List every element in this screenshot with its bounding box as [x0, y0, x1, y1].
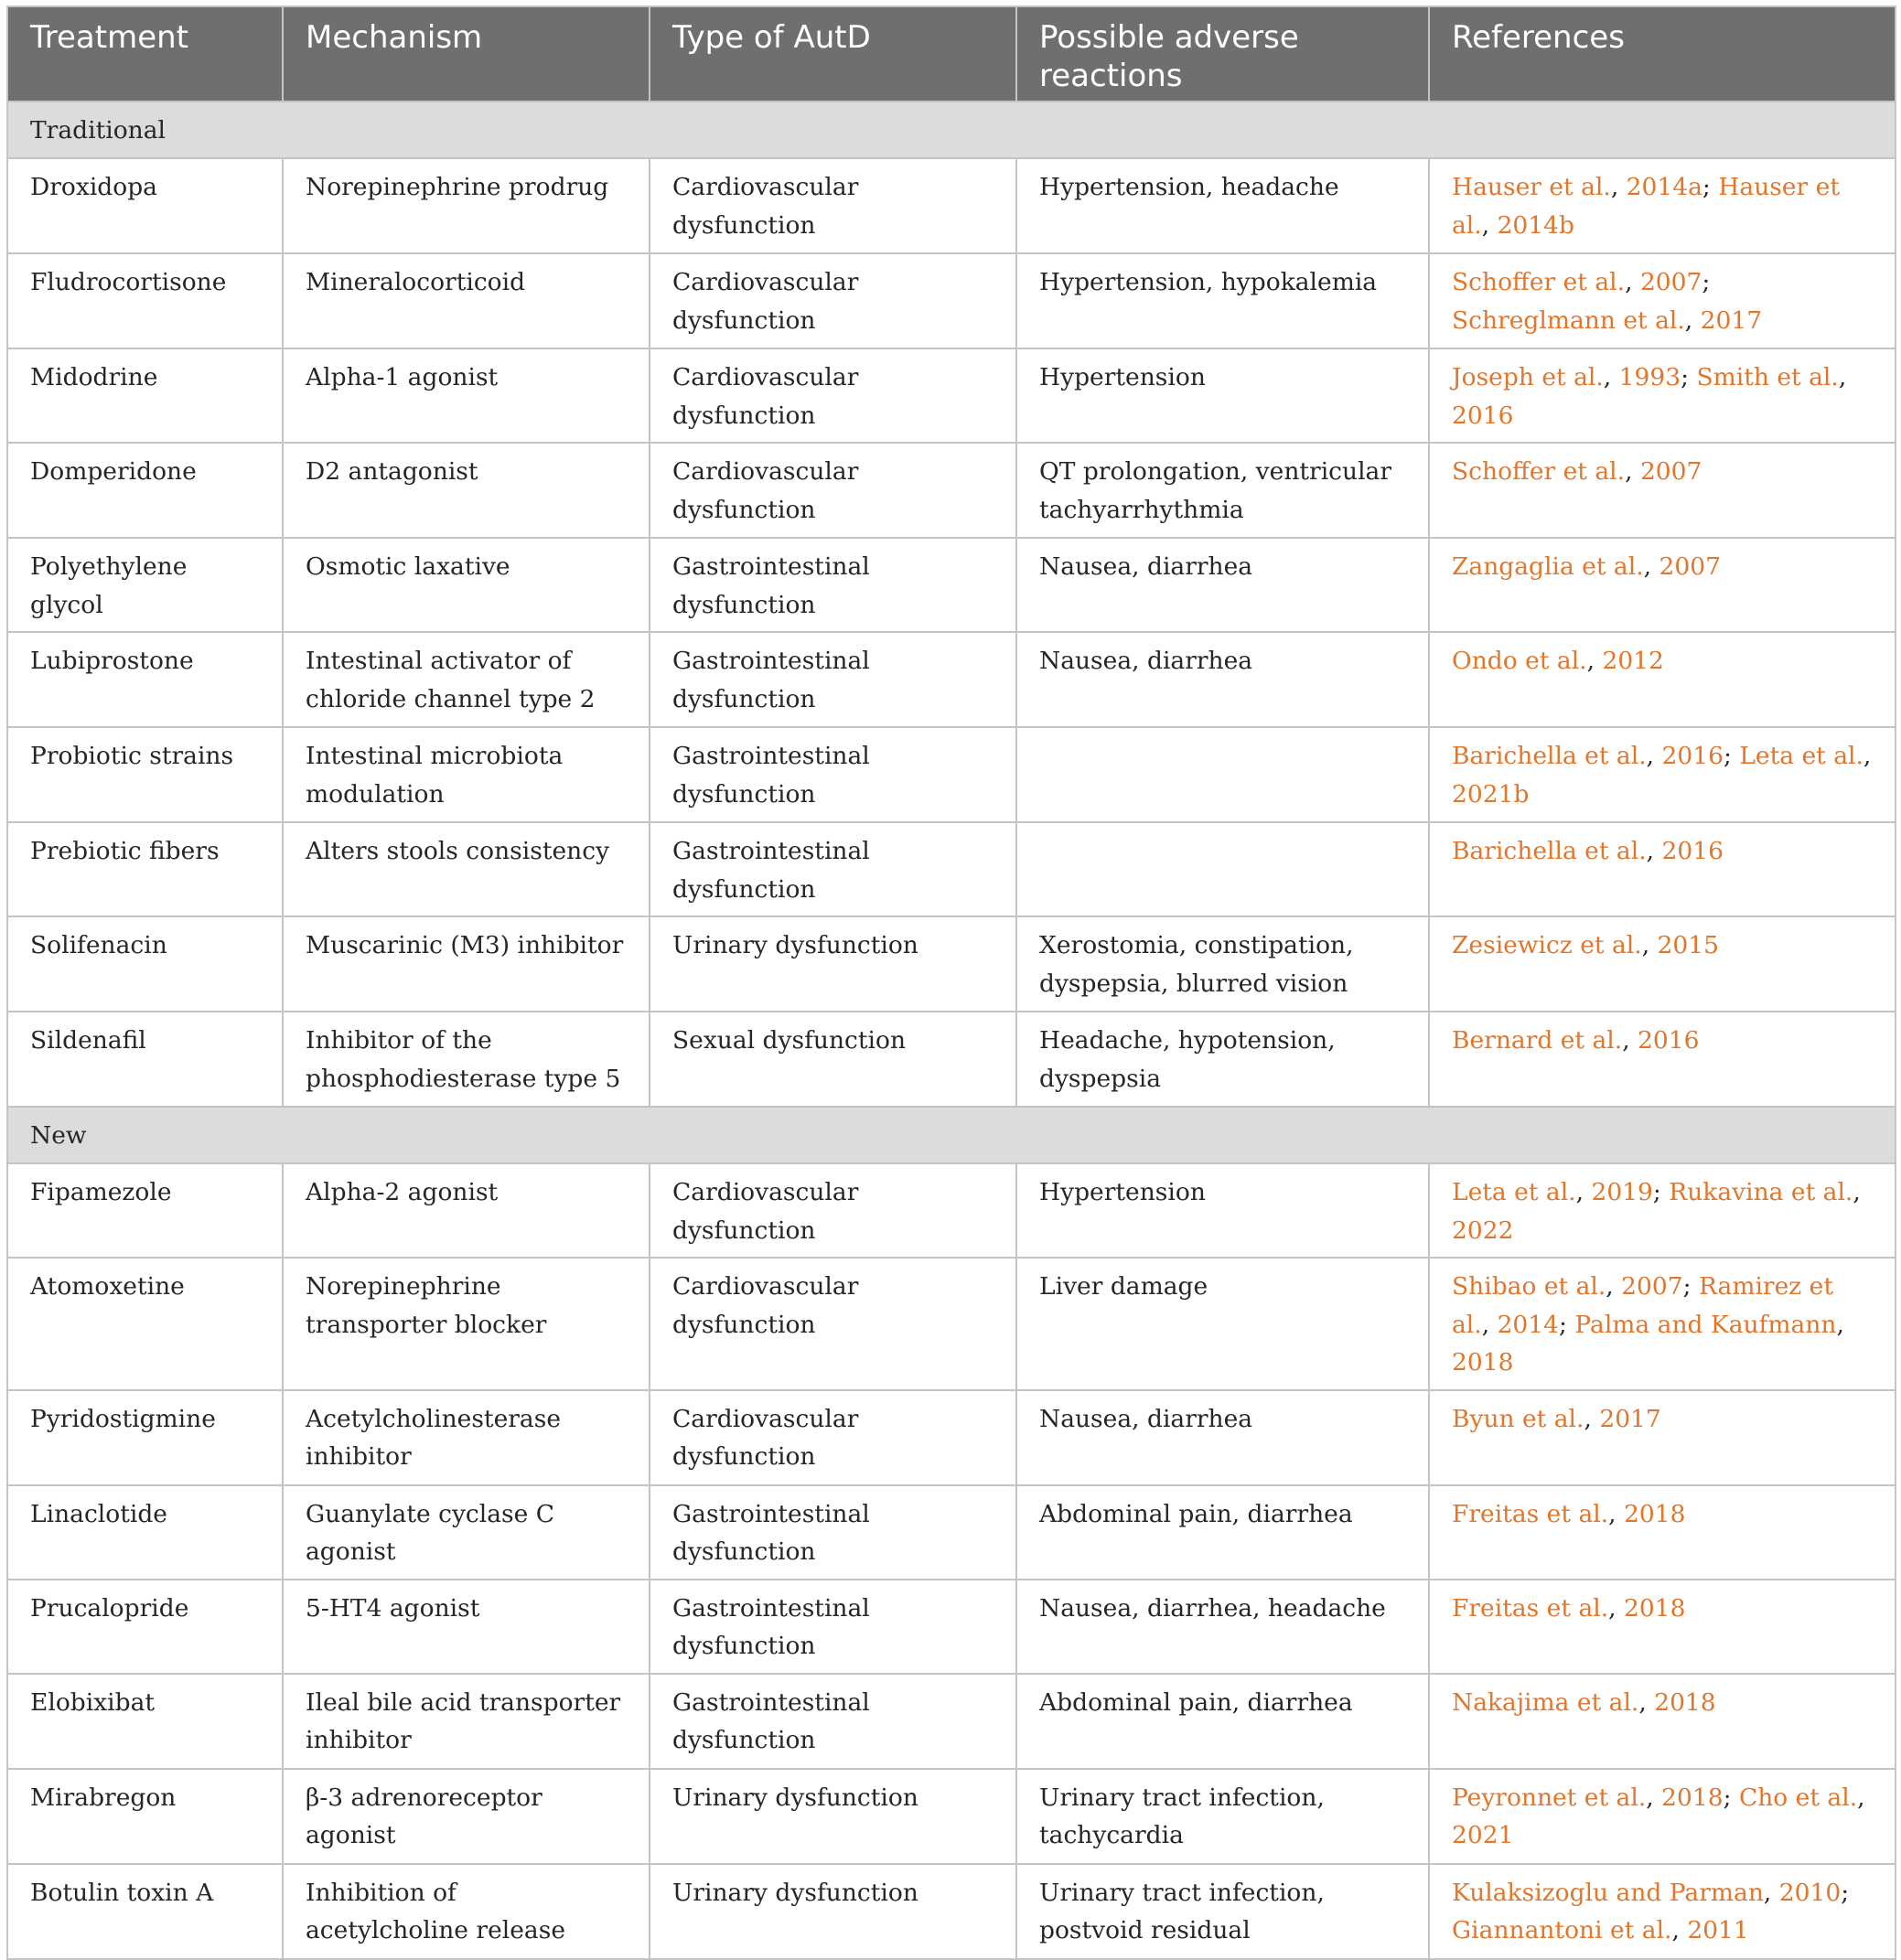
- table-row: [7, 1012, 1896, 1107]
- table-row: [7, 1864, 1896, 1959]
- cell-mechanism: β-3 adrenoreceptor agonist: [283, 1769, 650, 1864]
- reference-link-year[interactable]: 2015: [1657, 931, 1720, 959]
- table-row: [7, 1390, 1896, 1485]
- reference-link-year[interactable]: 1993: [1618, 363, 1681, 391]
- table-row: [7, 916, 1896, 1012]
- table-row: [7, 1163, 1896, 1258]
- cell-adverse-reactions: Xerostomia, constipation, dyspepsia, blurred vision: [1016, 916, 1429, 1012]
- reference-link-year[interactable]: 2016: [1638, 1026, 1700, 1055]
- reference-link-year[interactable]: 2018: [1452, 1348, 1514, 1376]
- reference-separator: ,: [1671, 1916, 1688, 1944]
- cell-references: [1429, 158, 1896, 253]
- reference-link-authors[interactable]: Freitas et al.: [1452, 1499, 1609, 1528]
- reference-link-authors[interactable]: Hauser et al.: [1452, 173, 1840, 240]
- reference-link-year[interactable]: 2018: [1624, 1593, 1686, 1623]
- cell-references: [1429, 1012, 1896, 1107]
- reference-link-year[interactable]: 2021: [1452, 1821, 1514, 1849]
- reference-link-year[interactable]: 2011: [1687, 1916, 1749, 1944]
- reference-link-authors[interactable]: Cho et al.: [1738, 1783, 1858, 1812]
- cell-references: [1429, 1163, 1896, 1258]
- cell-treatment: Pyridostigmine: [7, 1390, 283, 1485]
- cell-type-of-autd: Gastrointestinal dysfunction: [650, 632, 1016, 727]
- treatments-table: [6, 5, 1896, 1960]
- cell-treatment: Prebiotic fibers: [7, 822, 283, 916]
- cell-type-of-autd: Gastrointestinal dysfunction: [650, 822, 1016, 916]
- reference-separator: ,: [1763, 1878, 1779, 1907]
- reference-separator: ,: [1646, 837, 1662, 865]
- cell-mechanism: Guanylate cyclase C agonist: [283, 1485, 650, 1580]
- cell-treatment: Midodrine: [7, 348, 283, 443]
- reference-link-authors[interactable]: Rukavina et al.: [1669, 1178, 1853, 1206]
- cell-references: [1429, 1864, 1896, 1959]
- cell-treatment: Droxidopa: [7, 158, 283, 253]
- cell-references: [1429, 253, 1896, 348]
- cell-type-of-autd: Cardiovascular dysfunction: [650, 158, 1016, 253]
- cell-adverse-reactions: [1016, 727, 1429, 822]
- cell-adverse-reactions: Nausea, diarrhea: [1016, 632, 1429, 727]
- reference-link-authors[interactable]: Ondo et al.: [1452, 647, 1587, 675]
- table-row: [7, 1580, 1896, 1674]
- reference-link-year[interactable]: 2017: [1599, 1404, 1661, 1433]
- reference-semicolon: ;: [1841, 1878, 1850, 1907]
- cell-mechanism: Intestinal microbiota modulation: [283, 727, 650, 822]
- cell-adverse-reactions: Urinary tract infection, tachycardia: [1016, 1769, 1429, 1864]
- reference-link-year[interactable]: 2017: [1700, 305, 1763, 335]
- cell-type-of-autd: Cardiovascular dysfunction: [650, 348, 1016, 443]
- cell-treatment: Fipamezole: [7, 1163, 283, 1258]
- cell-type-of-autd: Gastrointestinal dysfunction: [650, 1674, 1016, 1769]
- cell-references: [1429, 1769, 1896, 1864]
- reference-separator: ,: [1646, 1783, 1662, 1812]
- reference-link-authors[interactable]: Smith et al.: [1696, 363, 1839, 391]
- cell-type-of-autd: Cardiovascular dysfunction: [650, 1163, 1016, 1258]
- cell-treatment: Fludrocortisone: [7, 253, 283, 348]
- reference-separator: ,: [1481, 210, 1498, 240]
- reference-link-year[interactable]: 2021b: [1452, 779, 1530, 809]
- cell-mechanism: Inhibitor of the phosphodiesterase type 5: [283, 1012, 650, 1107]
- reference-link-year[interactable]: 2007: [1639, 268, 1702, 296]
- cell-mechanism: Muscarinic (M3) inhibitor: [283, 916, 650, 1012]
- reference-link-authors[interactable]: Zangaglia et al.: [1452, 552, 1644, 581]
- reference-separator: ,: [1586, 647, 1603, 675]
- reference-link-authors[interactable]: Barichella et al.: [1452, 742, 1647, 770]
- cell-type-of-autd: Gastrointestinal dysfunction: [650, 538, 1016, 632]
- reference-separator: ,: [1584, 1404, 1600, 1433]
- reference-semicolon: ;: [1702, 173, 1719, 201]
- reference-link-authors[interactable]: Joseph et al.: [1452, 363, 1604, 391]
- cell-treatment: Elobixibat: [7, 1674, 283, 1769]
- reference-separator: ,: [1608, 1593, 1624, 1623]
- cell-type-of-autd: Cardiovascular dysfunction: [650, 1258, 1016, 1390]
- reference-separator: ,: [1646, 742, 1662, 770]
- cell-references: [1429, 1258, 1896, 1390]
- table-row: [7, 253, 1896, 348]
- cell-references: [1429, 443, 1896, 538]
- cell-mechanism: Acetylcholinesterase inhibitor: [283, 1390, 650, 1485]
- cell-treatment: Atomoxetine: [7, 1258, 283, 1390]
- reference-link-authors[interactable]: Byun et al.: [1452, 1404, 1584, 1433]
- cell-references: [1429, 1580, 1896, 1674]
- cell-adverse-reactions: Nausea, diarrhea, headache: [1016, 1580, 1429, 1674]
- cell-mechanism: 5-HT4 agonist: [283, 1580, 650, 1674]
- reference-semicolon: ;: [1559, 1310, 1575, 1339]
- reference-separator: ,: [1603, 363, 1619, 391]
- cell-type-of-autd: Urinary dysfunction: [650, 916, 1016, 1012]
- reference-link-authors[interactable]: Schoffer et al.: [1452, 457, 1626, 486]
- cell-adverse-reactions: [1016, 822, 1429, 916]
- table-row: [7, 632, 1896, 727]
- reference-separator: ,: [1863, 742, 1872, 770]
- reference-semicolon: ;: [1652, 1178, 1670, 1206]
- reference-separator: ,: [1625, 457, 1640, 486]
- cell-references: [1429, 538, 1896, 632]
- cell-adverse-reactions: QT prolongation, ventricular tachyarrhythmia: [1016, 443, 1429, 538]
- section-title: New: [7, 1107, 1896, 1163]
- reference-link-authors[interactable]: Leta et al.: [1739, 742, 1863, 770]
- reference-link-year[interactable]: 2018: [1624, 1499, 1686, 1528]
- reference-link-authors[interactable]: Shibao et al.: [1452, 1272, 1606, 1301]
- cell-treatment: Linaclotide: [7, 1485, 283, 1580]
- reference-link-authors[interactable]: Kulaksizoglu and Parman: [1452, 1878, 1764, 1907]
- table-row: [7, 727, 1896, 822]
- header-treatment: Treatment: [7, 6, 283, 102]
- reference-link-year[interactable]: 2007: [1621, 1272, 1683, 1301]
- header-mechanism: Mechanism: [283, 6, 650, 102]
- cell-treatment: Polyethylene glycol: [7, 538, 283, 632]
- cell-adverse-reactions: Hypertension, hypokalemia: [1016, 253, 1429, 348]
- cell-treatment: Botulin toxin A: [7, 1864, 283, 1959]
- reference-separator: ,: [1575, 1178, 1592, 1206]
- header-type-of-autd: Type of AutD: [650, 6, 1016, 102]
- table-row: [7, 1769, 1896, 1864]
- cell-adverse-reactions: Abdominal pain, diarrhea: [1016, 1485, 1429, 1580]
- cell-references: [1429, 1674, 1896, 1769]
- reference-link-year[interactable]: 2016: [1452, 401, 1514, 430]
- reference-separator: ,: [1606, 1272, 1622, 1301]
- cell-treatment: Prucalopride: [7, 1580, 283, 1674]
- cell-references: [1429, 727, 1896, 822]
- reference-separator: ,: [1625, 268, 1640, 296]
- header-references: References: [1429, 6, 1896, 102]
- table-row: [7, 538, 1896, 632]
- cell-mechanism: Alpha-2 agonist: [283, 1163, 650, 1258]
- cell-treatment: Lubiprostone: [7, 632, 283, 727]
- cell-adverse-reactions: Hypertension, headache: [1016, 158, 1429, 253]
- reference-separator: ,: [1836, 1310, 1844, 1339]
- reference-link-authors[interactable]: Giannantoni et al.: [1452, 1916, 1672, 1944]
- cell-adverse-reactions: Urinary tract infection, postvoid residual: [1016, 1864, 1429, 1959]
- reference-separator: ,: [1853, 1178, 1861, 1206]
- cell-mechanism: Osmotic laxative: [283, 538, 650, 632]
- reference-separator: ,: [1643, 552, 1659, 581]
- reference-link-year[interactable]: 2018: [1661, 1783, 1724, 1812]
- reference-semicolon: ;: [1682, 1272, 1699, 1301]
- cell-type-of-autd: Urinary dysfunction: [650, 1864, 1016, 1959]
- table-row: [7, 1674, 1896, 1769]
- cell-references: [1429, 916, 1896, 1012]
- cell-adverse-reactions: Nausea, diarrhea: [1016, 1390, 1429, 1485]
- cell-type-of-autd: Gastrointestinal dysfunction: [650, 1485, 1016, 1580]
- cell-adverse-reactions: Headache, hypotension, dyspepsia: [1016, 1012, 1429, 1107]
- cell-mechanism: D2 antagonist: [283, 443, 650, 538]
- table-row: [7, 1485, 1896, 1580]
- cell-treatment: Solifenacin: [7, 916, 283, 1012]
- table-row: [7, 443, 1896, 538]
- cell-mechanism: Alpha-1 agonist: [283, 348, 650, 443]
- cell-type-of-autd: Urinary dysfunction: [650, 1769, 1016, 1864]
- reference-link-authors[interactable]: Schoffer et al.: [1452, 268, 1626, 296]
- cell-adverse-reactions: Nausea, diarrhea: [1016, 538, 1429, 632]
- reference-separator: ,: [1838, 363, 1847, 391]
- cell-mechanism: Norepinephrine transporter blocker: [283, 1258, 650, 1390]
- reference-link-year[interactable]: 2016: [1661, 837, 1724, 865]
- reference-semicolon: ;: [1681, 363, 1697, 391]
- reference-link-authors[interactable]: Nakajima et al.: [1452, 1687, 1639, 1717]
- cell-type-of-autd: Cardiovascular dysfunction: [650, 443, 1016, 538]
- header-adverse-reactions: Possible adverse reactions: [1016, 6, 1429, 102]
- cell-references: [1429, 348, 1896, 443]
- table-row: [7, 822, 1896, 916]
- cell-references: [1429, 632, 1896, 727]
- reference-link-year[interactable]: 2014b: [1497, 210, 1574, 240]
- reference-link-year[interactable]: 2014a: [1626, 173, 1702, 201]
- cell-mechanism: Norepinephrine prodrug: [283, 158, 650, 253]
- reference-link-year[interactable]: 2007: [1639, 457, 1702, 486]
- header-row: [7, 6, 1896, 102]
- cell-treatment: Mirabregon: [7, 1769, 283, 1864]
- reference-link-authors[interactable]: Hauser et al.: [1452, 173, 1611, 201]
- cell-references: [1429, 1390, 1896, 1485]
- reference-link-year[interactable]: 2007: [1659, 552, 1721, 581]
- cell-type-of-autd: Gastrointestinal dysfunction: [650, 1580, 1016, 1674]
- cell-references: [1429, 822, 1896, 916]
- cell-treatment: Domperidone: [7, 443, 283, 538]
- reference-link-year[interactable]: 2019: [1591, 1178, 1653, 1206]
- reference-separator: ,: [1481, 1310, 1498, 1339]
- cell-treatment: Sildenafil: [7, 1012, 283, 1107]
- cell-mechanism: Intestinal activator of chloride channel type 2: [283, 632, 650, 727]
- reference-link-authors[interactable]: Barichella et al.: [1452, 837, 1647, 865]
- reference-semicolon: ;: [1702, 268, 1711, 296]
- reference-separator: ,: [1641, 931, 1658, 959]
- reference-semicolon: ;: [1723, 742, 1740, 770]
- reference-semicolon: ;: [1723, 1783, 1739, 1812]
- reference-separator: ,: [1857, 1783, 1865, 1812]
- cell-mechanism: Inhibition of acetylcholine release: [283, 1864, 650, 1959]
- reference-separator: ,: [1638, 1687, 1655, 1717]
- reference-link-year[interactable]: 2018: [1654, 1687, 1716, 1717]
- reference-link-year[interactable]: 2022: [1452, 1216, 1514, 1245]
- cell-treatment: Probiotic strains: [7, 727, 283, 822]
- reference-link-authors[interactable]: Leta et al.: [1452, 1178, 1576, 1206]
- cell-adverse-reactions: Liver damage: [1016, 1258, 1429, 1390]
- reference-link-year[interactable]: 2014: [1497, 1310, 1560, 1339]
- reference-separator: ,: [1610, 173, 1627, 201]
- cell-type-of-autd: Sexual dysfunction: [650, 1012, 1016, 1107]
- reference-separator: ,: [1622, 1026, 1638, 1055]
- cell-references: [1429, 1485, 1896, 1580]
- cell-adverse-reactions: Hypertension: [1016, 348, 1429, 443]
- table-row: [7, 348, 1896, 443]
- cell-adverse-reactions: Hypertension: [1016, 1163, 1429, 1258]
- reference-link-authors[interactable]: Zesiewicz et al.: [1452, 931, 1642, 959]
- reference-separator: ,: [1684, 305, 1701, 335]
- section-row: [7, 102, 1896, 158]
- cell-mechanism: Alters stools consistency: [283, 822, 650, 916]
- section-title: Traditional: [7, 102, 1896, 158]
- reference-link-authors[interactable]: Ramirez et al.: [1452, 1272, 1833, 1339]
- reference-link-authors[interactable]: Schreglmann et al.: [1452, 305, 1685, 335]
- section-row: [7, 1107, 1896, 1163]
- table-row: [7, 1258, 1896, 1390]
- cell-mechanism: Ileal bile acid transporter inhibitor: [283, 1674, 650, 1769]
- reference-link-year[interactable]: 2010: [1778, 1878, 1842, 1907]
- reference-link-authors[interactable]: Bernard et al.: [1452, 1026, 1623, 1055]
- reference-link-authors[interactable]: Freitas et al.: [1452, 1593, 1609, 1623]
- reference-separator: ,: [1608, 1499, 1624, 1528]
- reference-link-authors[interactable]: Peyronnet et al.: [1452, 1783, 1647, 1812]
- cell-type-of-autd: Gastrointestinal dysfunction: [650, 727, 1016, 822]
- reference-link-year[interactable]: 2016: [1661, 742, 1724, 770]
- cell-type-of-autd: Cardiovascular dysfunction: [650, 253, 1016, 348]
- cell-adverse-reactions: Abdominal pain, diarrhea: [1016, 1674, 1429, 1769]
- cell-mechanism: Mineralocorticoid: [283, 253, 650, 348]
- cell-type-of-autd: Cardiovascular dysfunction: [650, 1390, 1016, 1485]
- reference-link-authors[interactable]: Palma and Kaufmann: [1574, 1310, 1837, 1339]
- reference-link-year[interactable]: 2012: [1602, 647, 1664, 675]
- table-row: [7, 158, 1896, 253]
